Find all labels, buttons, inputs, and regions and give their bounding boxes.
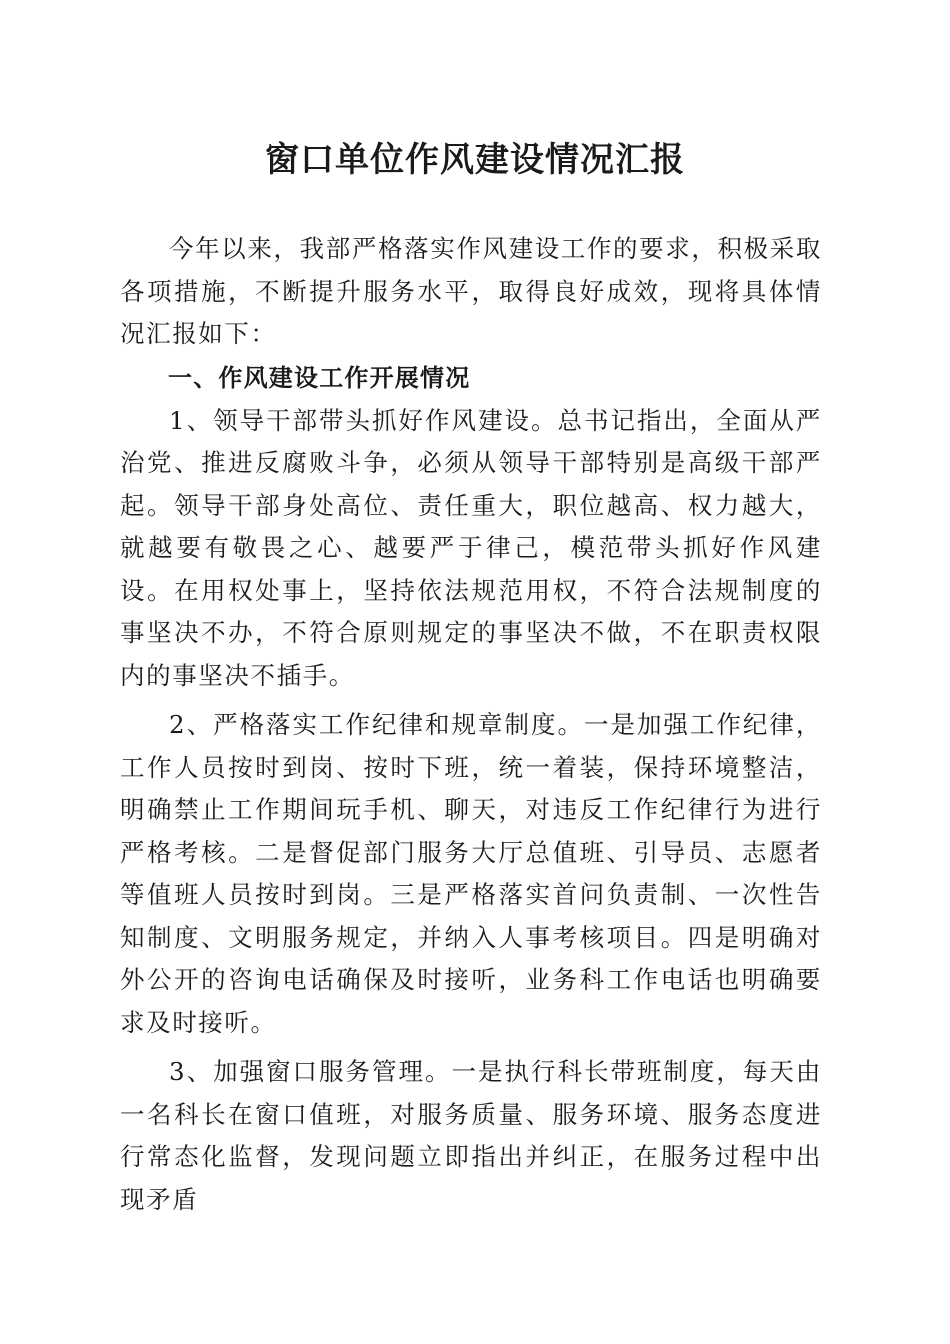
document-title: 窗口单位作风建设情况汇报 xyxy=(265,140,685,180)
body-paragraph-3: 3、加强窗口服务管理。一是执行科长带班制度，每天由一名科长在窗口值班，对服务质量、服务环境、服务态度进行常态化监督，发现问题立即指出并纠正，在服务过程中出现矛盾 xyxy=(120,1057,822,1214)
body-paragraph-1: 1、领导干部带头抓好作风建设。总书记指出，全面从严治党、推进反腐败斗争，必须从领导干部特别是高级干部严起。领导干部身处高位、责任重大，职位越高、权力越大，就越要有敬畏之心、越要严于律己，模范带头抓好作风建设。在用权处事上，坚持依法规范用权，不符合法规制度的事坚决不办，不符合原则规定的事坚决不做，不在职责权限内的事坚决不插手。 xyxy=(120,405,822,690)
intro-paragraph: 今年以来，我部严格落实作风建设工作的要求，积极采取各项措施，不断提升服务水平，取得良好成效，现将具体情况汇报如下： xyxy=(120,234,822,348)
section-heading: 一、作风建设工作开展情况 xyxy=(168,363,471,392)
body-paragraph-2: 2、严格落实工作纪律和规章制度。一是加强工作纪律，工作人员按时到岗、按时下班，统一着装，保持环境整洁，明确禁止工作期间玩手机、聊天，对违反工作纪律行为进行严格考核。二是督促部门服务大厅总值班、引导员、志愿者等值班人员按时到岗。三是严格落实首问负责制、一次性告知制度、文明服务规定，并纳入人事考核项目。四是明确对外公开的咨询电话确保及时接听，业务科工作电话也明确要求及时接听。 xyxy=(120,710,822,1037)
document-body xyxy=(120,228,822,1221)
